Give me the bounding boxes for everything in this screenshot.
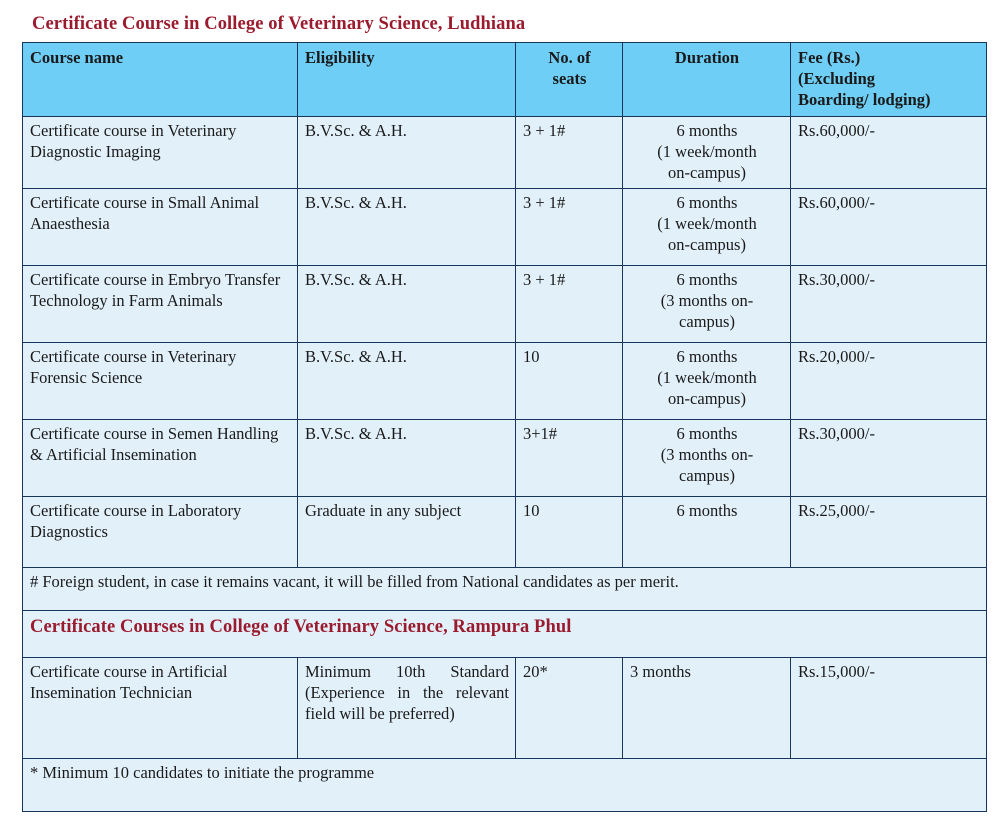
duration-main: 6 months — [676, 346, 738, 366]
cell-eligibility: B.V.Sc. & A.H. — [298, 116, 516, 188]
cell-course-name: Certificate course in Semen Handling & Artificial Insemination — [23, 419, 298, 496]
cell-duration — [623, 188, 791, 265]
duration-main: 6 months — [676, 269, 738, 289]
cell-fee: Rs.60,000/- — [791, 116, 987, 188]
column-header-course-name: Course name — [23, 43, 298, 117]
footnote-star-text: * Minimum 10 candidates to initiate the programme — [23, 758, 987, 811]
cell-seats: 3 + 1# — [516, 265, 623, 342]
cell-fee: Rs.20,000/- — [791, 342, 987, 419]
duration-sub-line2: campus) — [679, 465, 735, 485]
duration-sub-line1: (3 months on- — [660, 444, 754, 464]
table-row — [23, 116, 987, 188]
table-row — [23, 265, 987, 342]
cell-duration — [623, 342, 791, 419]
duration-main: 6 months — [676, 500, 738, 520]
cell-fee: Rs.15,000/- — [791, 657, 987, 758]
duration-sub-line1: (3 months on- — [660, 290, 754, 310]
table-header-row — [23, 43, 987, 117]
cell-eligibility: B.V.Sc. & A.H. — [298, 342, 516, 419]
cell-duration — [623, 116, 791, 188]
cell-seats: 10 — [516, 342, 623, 419]
cell-seats: 3+1# — [516, 419, 623, 496]
table-row — [23, 188, 987, 265]
column-header-fee — [791, 43, 987, 117]
section-heading-cell — [23, 610, 987, 657]
table-row — [23, 496, 987, 567]
duration-sub-line2: campus) — [679, 311, 735, 331]
cell-duration — [623, 419, 791, 496]
duration-sub-line2: on-campus) — [668, 162, 746, 182]
column-header-fee-line3: Boarding/ lodging) — [798, 89, 931, 109]
cell-duration — [623, 265, 791, 342]
certificate-courses-table — [22, 42, 987, 812]
duration-sub-line2: on-campus) — [668, 388, 746, 408]
footnote-row-hash — [23, 567, 987, 610]
table-row — [23, 657, 987, 758]
cell-eligibility: Graduate in any subject — [298, 496, 516, 567]
footnote-row-star — [23, 758, 987, 811]
duration-sub-line1: (1 week/month — [657, 367, 757, 387]
cell-seats: 20* — [516, 657, 623, 758]
cell-eligibility: B.V.Sc. & A.H. — [298, 188, 516, 265]
cell-course-name: Certificate course in Veterinary Forensic Science — [23, 342, 298, 419]
page-title-rampura: Certificate Courses in College of Veterinary Science, Rampura Phul — [30, 616, 572, 637]
table-row — [23, 342, 987, 419]
cell-course-name: Certificate course in Artificial Insemination Technician — [23, 657, 298, 758]
cell-fee: Rs.25,000/- — [791, 496, 987, 567]
cell-course-name: Certificate course in Laboratory Diagnostics — [23, 496, 298, 567]
column-header-seats-line1: No. of — [548, 48, 591, 68]
column-header-fee-line1: Fee (Rs.) — [798, 48, 861, 68]
cell-seats: 3 + 1# — [516, 188, 623, 265]
section-heading-row-rampura — [23, 610, 987, 657]
column-header-seats-line2: seats — [552, 69, 587, 88]
column-header-fee-line2: (Excluding — [798, 69, 876, 88]
duration-main: 6 months — [676, 192, 738, 212]
cell-fee: Rs.30,000/- — [791, 419, 987, 496]
cell-course-name: Certificate course in Small Animal Anaesthesia — [23, 188, 298, 265]
table-row — [23, 419, 987, 496]
duration-sub-line1: (1 week/month — [657, 141, 757, 161]
cell-duration — [623, 496, 791, 567]
duration-main: 6 months — [676, 120, 738, 140]
cell-course-name: Certificate course in Embryo Transfer Technology in Farm Animals — [23, 265, 298, 342]
column-header-duration: Duration — [623, 43, 791, 117]
cell-seats: 3 + 1# — [516, 116, 623, 188]
cell-course-name: Certificate course in Veterinary Diagnostic Imaging — [23, 116, 298, 188]
column-header-seats — [516, 43, 623, 117]
duration-main: 6 months — [676, 423, 738, 443]
page-title-ludhiana: Certificate Course in College of Veterinary Science, Ludhiana — [32, 14, 526, 34]
duration-sub-line1: (1 week/month — [657, 213, 757, 233]
cell-eligibility: B.V.Sc. & A.H. — [298, 419, 516, 496]
cell-seats: 10 — [516, 496, 623, 567]
cell-eligibility: Minimum 10th Standard (Experience in the relevant field will be preferred) — [298, 657, 516, 758]
cell-eligibility: B.V.Sc. & A.H. — [298, 265, 516, 342]
cell-fee: Rs.60,000/- — [791, 188, 987, 265]
column-header-eligibility: Eligibility — [298, 43, 516, 117]
cell-fee: Rs.30,000/- — [791, 265, 987, 342]
duration-sub-line2: on-campus) — [668, 234, 746, 254]
footnote-hash-text: # Foreign student, in case it remains vacant, it will be filled from National candidates as per merit. — [23, 567, 987, 610]
cell-duration: 3 months — [623, 657, 791, 758]
